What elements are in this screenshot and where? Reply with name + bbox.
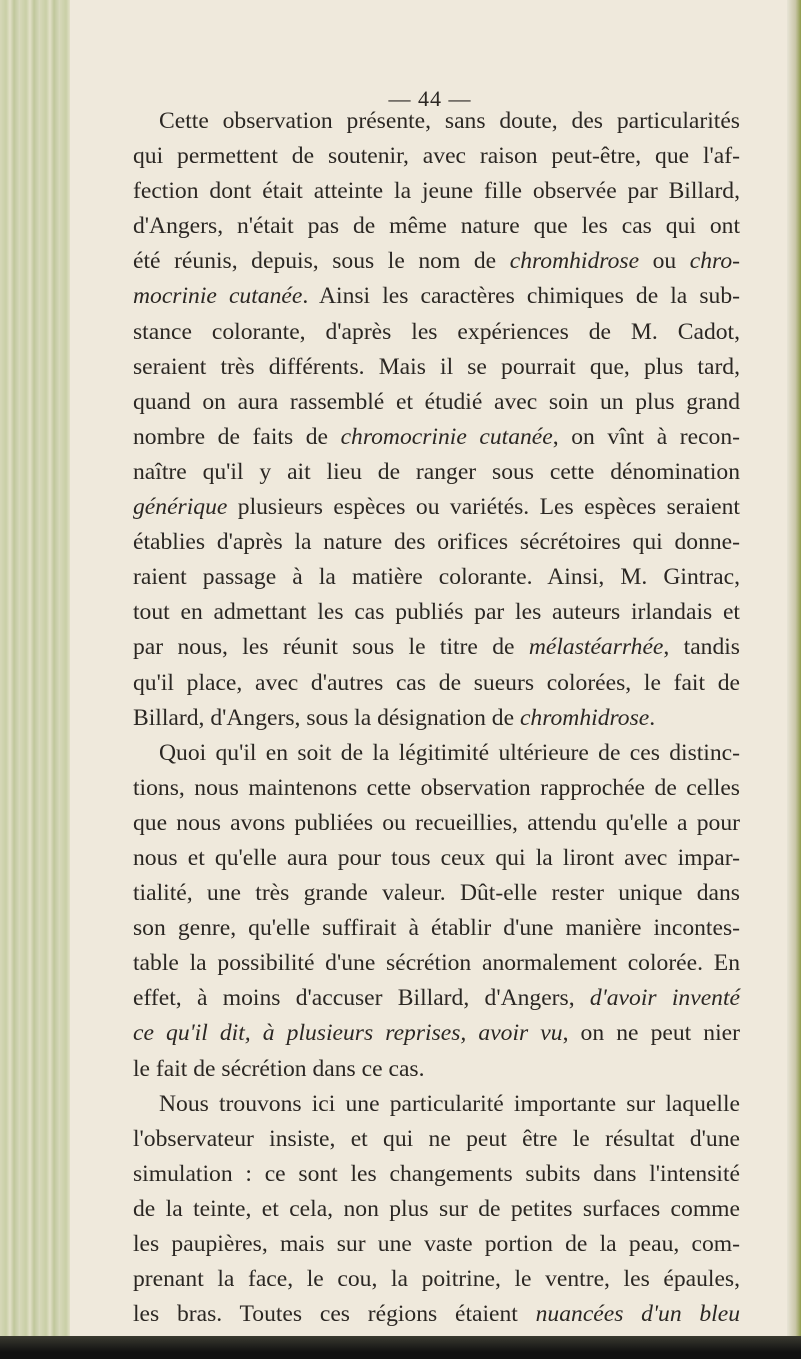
text-run: les bras. Toutes ces régions étaient <box>133 1301 536 1328</box>
text-line <box>133 1157 740 1192</box>
text-run: plusieurs espèces ou variétés. Les espèces seraient <box>227 494 740 521</box>
text-run: Nous trouvons ici une particularité importante sur laquelle <box>159 1090 740 1117</box>
text-run: . Ainsi les caractères chimiques de la sub- <box>302 283 740 310</box>
text-run: prenant la face, le cou, la poitrine, le ventre, les épaules, <box>133 1266 740 1293</box>
text-run: , on vînt à recon- <box>552 423 740 450</box>
text-run: stance colorante, d'après les expériences de M. Cadot, <box>133 318 740 345</box>
text-line <box>133 455 740 490</box>
text-run: qu'il place, avec d'autres cas de sueurs colorées, le fait de <box>133 669 740 696</box>
text-run: fection dont était atteinte la jeune fille observée par Billard, <box>133 178 740 205</box>
text-run: tialité, une très grande valeur. Dût-elle rester unique dans <box>133 880 740 907</box>
text-line <box>133 771 740 806</box>
text-run: Billard, d'Angers, sous la désignation de <box>133 704 520 731</box>
text-run: qui permettent de soutenir, avec raison peut-être, que l'af- <box>133 143 740 170</box>
italic-term: nuancées d'un bleu <box>535 1301 740 1328</box>
text-run: simulation : ce sont les changements subits dans l'intensité <box>133 1160 740 1187</box>
text-run: effet, à moins d'accuser Billard, d'Angers, <box>133 985 590 1012</box>
text-line <box>133 209 740 244</box>
text-line <box>133 1297 740 1332</box>
text-line <box>133 911 740 946</box>
text-run: le fait de sécrétion dans ce cas. <box>133 1055 425 1082</box>
text-run: naître qu'il y ait lieu de ranger sous cette dénomination <box>133 458 740 485</box>
text-line <box>133 630 740 665</box>
text-run: seraient très différents. Mais il se pourrait que, plus tard, <box>133 353 740 380</box>
text-line <box>133 104 740 139</box>
text-line <box>133 666 740 701</box>
text-line <box>133 1227 740 1262</box>
italic-term: d'avoir inventé <box>589 985 740 1012</box>
text-line <box>133 1192 740 1227</box>
page-edge <box>787 0 801 1359</box>
text-run: , on ne peut nier <box>562 1020 740 1047</box>
italic-term: ce qu'il dit, à plusieurs reprises, avoir vu <box>133 1020 563 1047</box>
text-line <box>133 981 740 1016</box>
binding-gutter <box>0 0 70 1359</box>
text-run: été réunis, depuis, sous le nom de <box>133 248 510 275</box>
italic-term: chromhidrose <box>519 704 650 731</box>
text-run: raient passage à la matière colorante. Ainsi, M. Gintrac, <box>133 564 740 591</box>
text-run: établies d'après la nature des orifices sécrétoires qui donne- <box>133 529 740 556</box>
text-run: quand on aura rassemblé et étudié avec soin un plus grand <box>133 388 740 415</box>
text-line <box>133 525 740 560</box>
text-line <box>133 841 740 876</box>
text-line <box>133 701 740 736</box>
text-run: d'Angers, n'était pas de même nature que les cas qui ont <box>133 213 740 240</box>
paragraph <box>133 736 740 1087</box>
italic-term: chro- <box>689 248 741 275</box>
text-line <box>133 1016 740 1051</box>
text-run: tions, nous maintenons cette observation rapprochée de celles <box>133 774 740 801</box>
text-line <box>133 315 740 350</box>
text-line <box>133 1262 740 1297</box>
italic-term: chromhidrose <box>509 248 640 275</box>
italic-term: mélastéarrhée <box>528 634 664 661</box>
text-line <box>133 595 740 630</box>
text-run: nous et qu'elle aura pour tous ceux qui la liront avec impar- <box>133 844 740 871</box>
text-line <box>133 244 740 279</box>
text-line <box>133 385 740 420</box>
text-line <box>133 490 740 525</box>
text-line <box>133 876 740 911</box>
paragraph <box>133 104 740 736</box>
italic-term: mocrinie cutanée <box>133 283 303 310</box>
italic-term: générique <box>133 494 228 521</box>
italic-term: chromocrinie cutanée <box>340 423 553 450</box>
text-line <box>133 946 740 981</box>
page-number: — 44 — <box>388 86 472 111</box>
text-line <box>133 1052 740 1087</box>
text-line <box>133 560 740 595</box>
text-run: nombre de faits de <box>133 423 341 450</box>
text-run: tout en admettant les cas publiés par les auteurs irlandais et <box>133 599 740 626</box>
text-line <box>133 174 740 209</box>
paragraph <box>133 1087 740 1333</box>
text-run: que nous avons publiées ou recueillies, attendu qu'elle a pour <box>133 809 740 836</box>
text-run: son genre, qu'elle suffirait à établir d'une manière incontes- <box>133 915 740 942</box>
scan-bottom-edge <box>0 1336 801 1359</box>
text-run: Quoi qu'il en soit de la légitimité ultérieure de ces distinc- <box>159 739 740 766</box>
text-run: , tandis <box>663 634 740 661</box>
text-line <box>133 1087 740 1122</box>
text-run: l'observateur insiste, et qui ne peut être le résultat d'une <box>133 1125 740 1152</box>
text-line <box>133 350 740 385</box>
text-run: . <box>649 704 656 731</box>
text-line <box>133 279 740 314</box>
text-run: ou <box>639 248 690 275</box>
text-line <box>133 736 740 771</box>
text-run: de la teinte, et cela, non plus sur de petites surfaces comme <box>133 1195 740 1222</box>
text-run: par nous, les réunit sous le titre de <box>133 634 529 661</box>
text-line <box>133 420 740 455</box>
text-line <box>133 139 740 174</box>
text-run: Cette observation présente, sans doute, des particularités <box>159 108 740 134</box>
text-line <box>133 1122 740 1157</box>
text-line <box>133 806 740 841</box>
body-text <box>133 104 740 1332</box>
text-run: table la possibilité d'une sécrétion anormalement colorée. En <box>133 950 740 977</box>
text-run: les paupières, mais sur une vaste portion de la peau, com- <box>133 1231 740 1257</box>
